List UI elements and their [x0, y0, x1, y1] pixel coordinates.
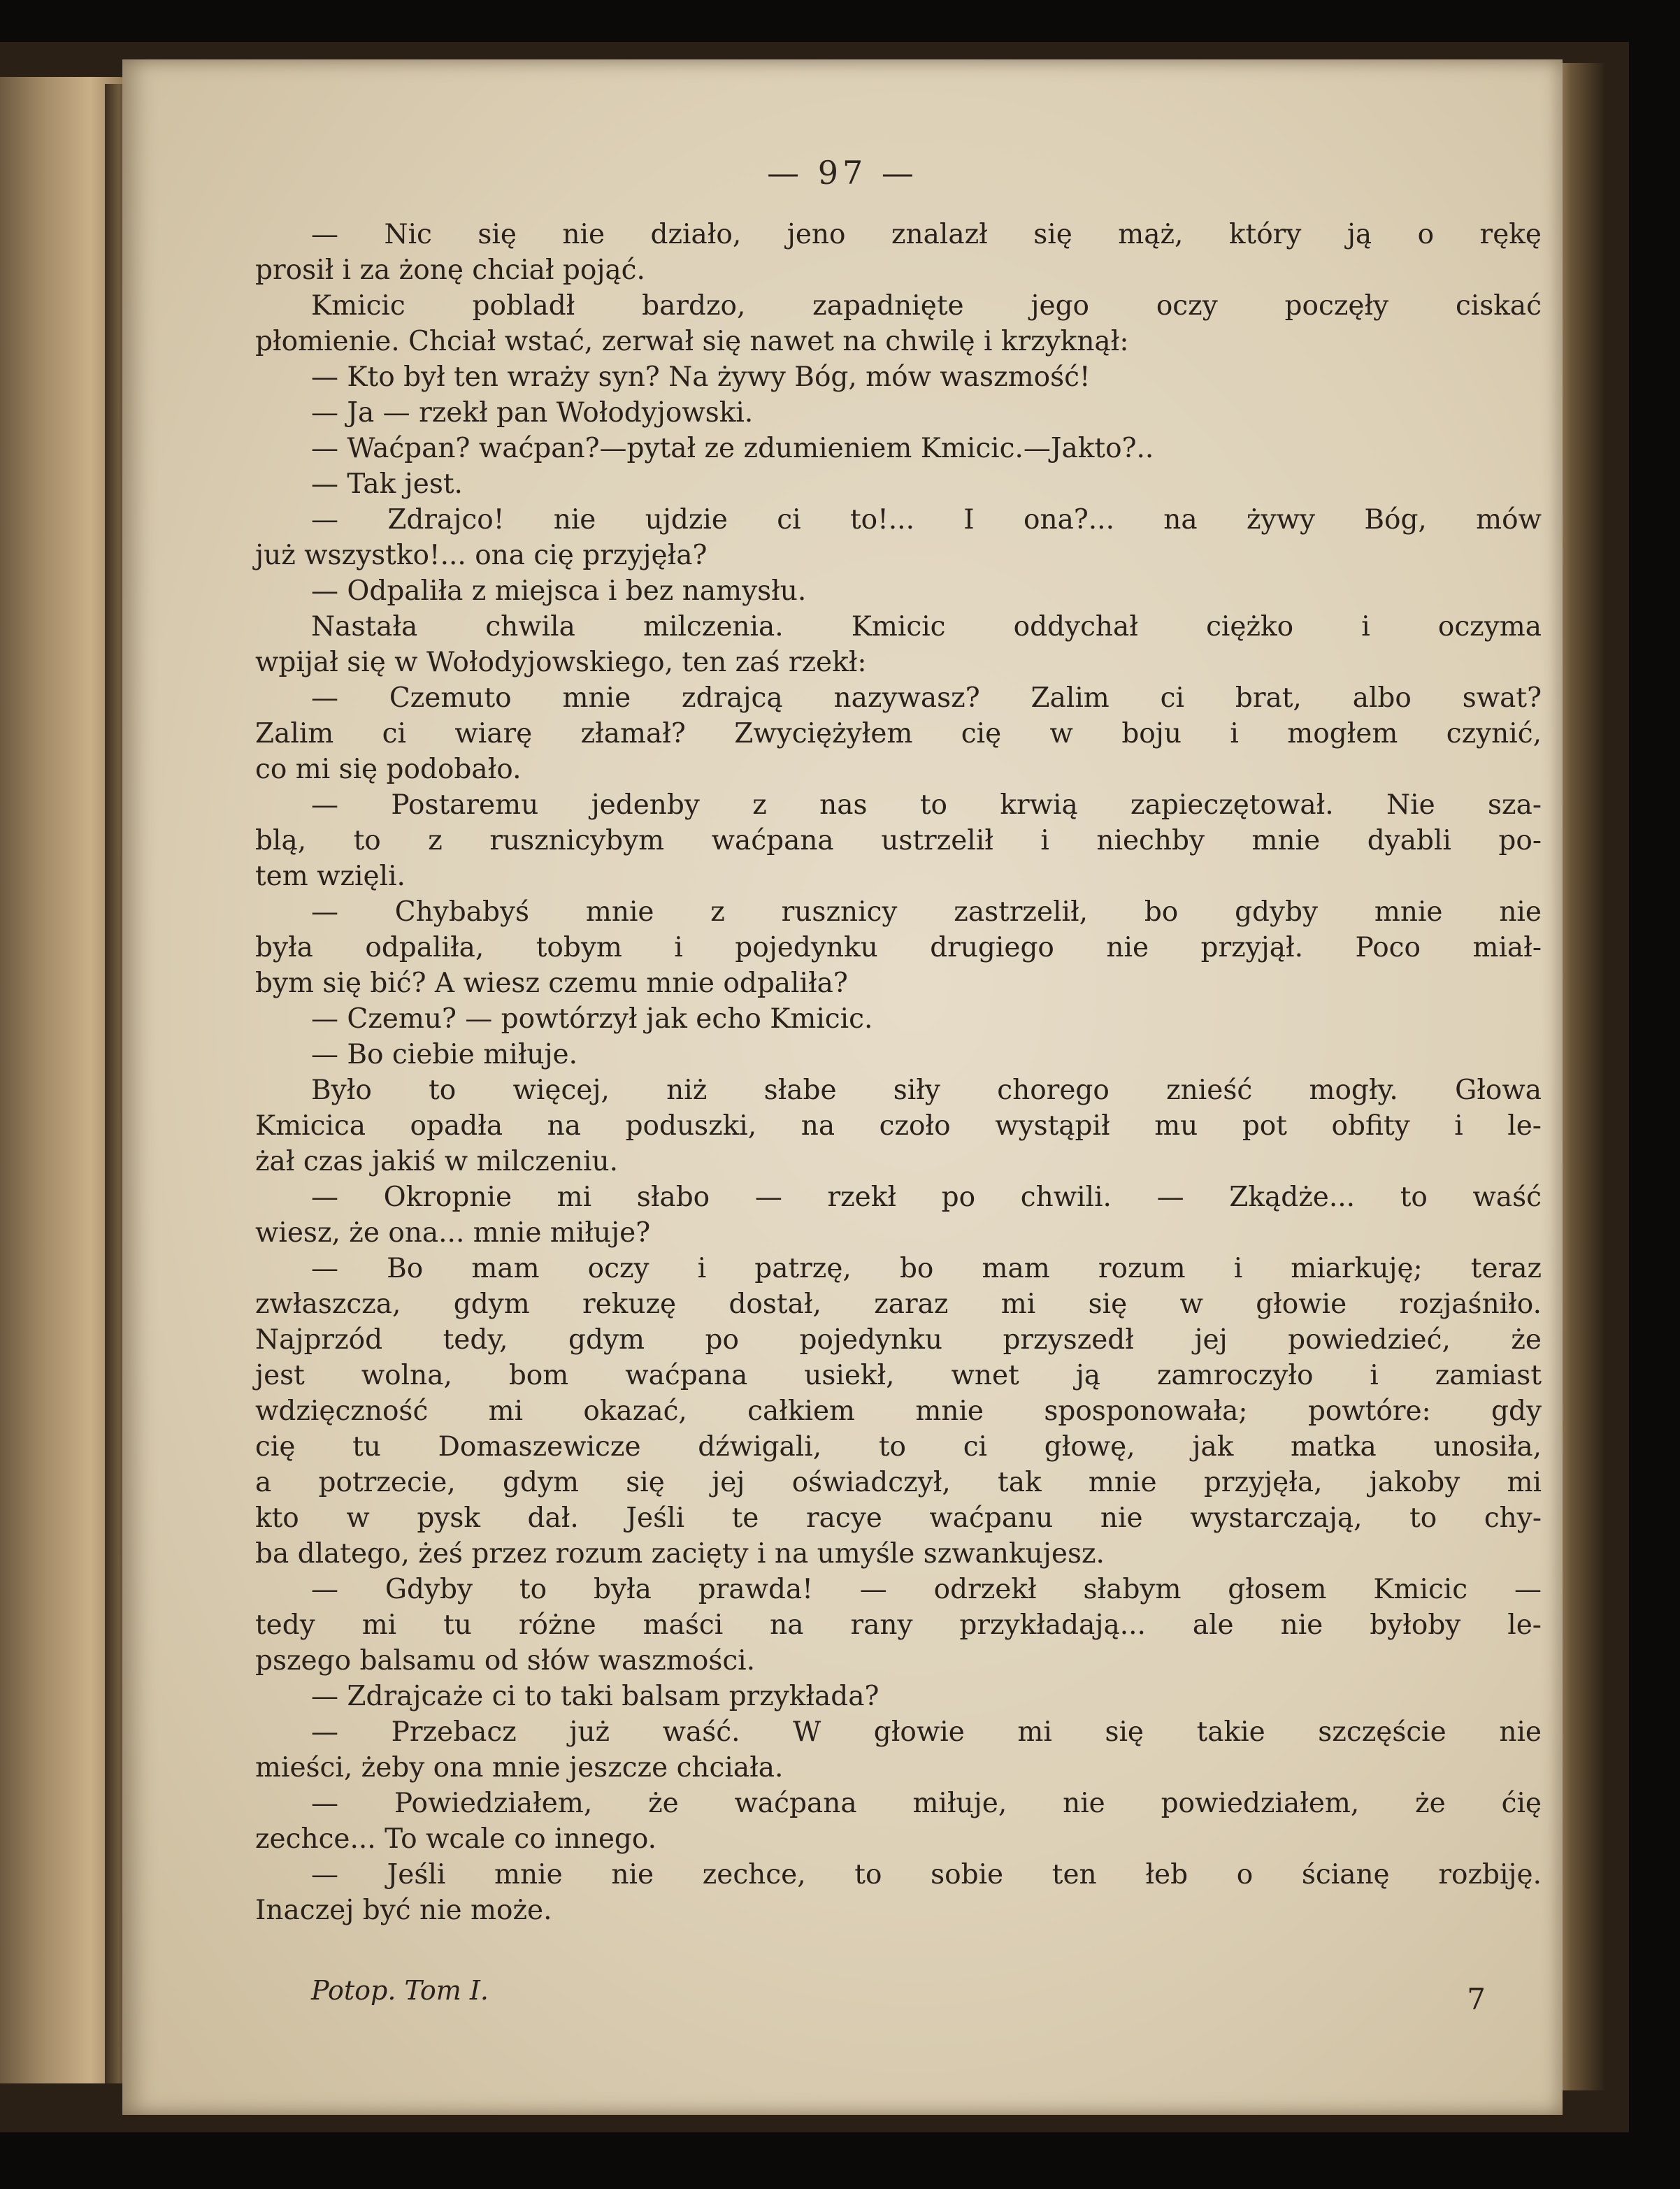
text-line: bym się bić? A wiesz czemu mnie odpaliła? [255, 968, 848, 999]
paragraph [255, 1037, 1542, 1072]
text-line: co mi się podobało. [255, 754, 522, 785]
paragraph [255, 1572, 1542, 1679]
text-line: już wszystko!... ona cię przyjęła? [255, 540, 708, 571]
text-line: mieści, żeby ona mnie jeszcze chciała. [255, 1752, 784, 1784]
paragraph [255, 609, 1542, 680]
text-line: — Okropnie mi słabo — rzekł po chwili. — Zkądże... to waść [311, 1182, 1542, 1213]
text-line: — Zdrajcaże ci to taki balsam przykłada? [311, 1681, 880, 1712]
paragraph [255, 1786, 1542, 1857]
text-line: — Ja — rzekł pan Wołodyjowski. [311, 397, 754, 429]
text-line: Inaczej być nie może. [255, 1895, 552, 1926]
text-line: — Zdrajco! nie ujdzie ci to!... I ona?... na żywy Bóg, mów [311, 504, 1542, 536]
text-line: Zalim ci wiarę złamał? Zwyciężyłem cię w boju i mogłem czynić, [255, 718, 1542, 749]
text-line: — Gdyby to była prawda! — odrzekł słabym głosem Kmicic — [311, 1574, 1542, 1605]
text-line: — Waćpan? waćpan?—pytał ze zdumieniem Kmicic.—Jakto?.. [311, 433, 1154, 464]
text-line: — Kto był ten wraży syn? Na żywy Bóg, mów waszmość! [311, 361, 1091, 393]
page-text [255, 217, 1542, 1928]
text-line: — Bo mam oczy i patrzę, bo mam rozum i miarkuję; teraz [311, 1253, 1542, 1284]
paragraph [255, 1179, 1542, 1251]
text-line: jest wolna, bom waćpana usiekł, wnet ją zamroczyło i zamiast [255, 1360, 1542, 1391]
text-line: Było to więcej, niż słabe siły chorego znieść mogły. Głowa [311, 1075, 1542, 1106]
text-line: zechce... To wcale co innego. [255, 1823, 657, 1855]
page-number: — 97 — [767, 154, 918, 192]
paragraph [255, 217, 1542, 288]
text-line: była odpaliła, tobym i pojedynku drugiego nie przyjął. Poco miał- [255, 932, 1542, 963]
paragraph [255, 1001, 1542, 1037]
text-line: kto w pysk dał. Jeśli te racye waćpanu nie wystarczają, to chy- [255, 1502, 1542, 1534]
text-line: Najprzód tedy, gdym po pojedynku przyszedł jej powiedzieć, że [255, 1324, 1542, 1356]
book-page [122, 59, 1563, 2115]
text-line: — Tak jest. [311, 468, 463, 500]
text-line: — Czemuto mnie zdrajcą nazywasz? Zalim ci brat, albo swat? [311, 682, 1542, 714]
paragraph [255, 573, 1542, 609]
page-footer [255, 1975, 1542, 2017]
text-line: wdzięczność mi okazać, całkiem mnie sposponowała; powtóre: gdy [255, 1395, 1542, 1427]
text-line: — Powiedziałem, że waćpana miłuje, nie powiedziałem, że ćię [311, 1788, 1542, 1819]
paragraph [255, 431, 1542, 466]
paragraph [255, 1714, 1542, 1786]
text-line: — Odpaliła z miejsca i bez namysłu. [311, 575, 807, 607]
text-line: — Postaremu jedenby z nas to krwią zapieczętował. Nie sza- [311, 789, 1542, 821]
text-line: pszego balsamu od słów waszmości. [255, 1645, 756, 1677]
text-line: — Przebacz już waść. W głowie mi się takie szczęście nie [311, 1716, 1542, 1748]
signature-mark: Potop. Tom I. [311, 1975, 489, 2006]
text-line: cię tu Domaszewicze dźwigali, to ci głowę, jak matka unosiła, [255, 1431, 1542, 1463]
text-line: płomienie. Chciał wstać, zerwał się nawet na chwilę i krzyknął: [255, 326, 1129, 357]
sheet-number: 7 [1467, 1982, 1486, 2016]
text-line: a potrzecie, gdym się jej oświadczył, tak mnie przyjęła, jakoby mi [255, 1467, 1542, 1498]
text-line: tedy mi tu różne maści na rany przykładają... ale nie byłoby le- [255, 1609, 1542, 1641]
paragraph [255, 466, 1542, 502]
text-line: — Chybabyś mnie z rusznicy zastrzelił, bo gdyby mnie nie [311, 896, 1542, 928]
text-line: Nastała chwila milczenia. Kmicic oddychał ciężko i oczyma [311, 611, 1542, 643]
paragraph [255, 395, 1542, 431]
text-line: — Jeśli mnie nie zechce, to sobie ten łeb o ścianę rozbiję. [311, 1859, 1542, 1890]
text-line: zwłaszcza, gdym rekuzę dostał, zaraz mi się w głowie rozjaśniło. [255, 1289, 1542, 1320]
text-line: blą, to z rusznicybym waćpana ustrzelił i niechby mnie dyabli po- [255, 825, 1542, 856]
text-line: Kmicic pobladł bardzo, zapadnięte jego oczy poczęły ciskać [311, 290, 1542, 322]
text-line: wpijał się w Wołodyjowskiego, ten zaś rzekł: [255, 647, 867, 678]
paragraph [255, 1072, 1542, 1179]
text-line: wiesz, że ona... mnie miłuje? [255, 1217, 651, 1249]
paragraph [255, 288, 1542, 359]
text-line: tem wzięli. [255, 861, 405, 892]
text-line: Kmicica opadła na poduszki, na czoło wystąpił mu pot obfity i le- [255, 1110, 1542, 1142]
text-line: — Nic się nie działo, jeno znalazł się mąż, który ją o rękę [311, 219, 1542, 250]
paragraph [255, 1857, 1542, 1928]
paragraph [255, 894, 1542, 1001]
paragraph [255, 1679, 1542, 1714]
paragraph [255, 502, 1542, 573]
text-line: — Bo ciebie miłuje. [311, 1039, 578, 1070]
paragraph [255, 359, 1542, 395]
text-line: żał czas jakiś w milczeniu. [255, 1146, 619, 1177]
paragraph [255, 787, 1542, 894]
text-line: prosił i za żonę chciał pojąć. [255, 254, 645, 286]
paragraph [255, 1251, 1542, 1572]
text-line: ba dlatego, żeś przez rozum zacięty i na umyśle szwankujesz. [255, 1538, 1105, 1570]
paragraph [255, 680, 1542, 787]
text-line: — Czemu? — powtórzył jak echo Kmicic. [311, 1003, 873, 1035]
